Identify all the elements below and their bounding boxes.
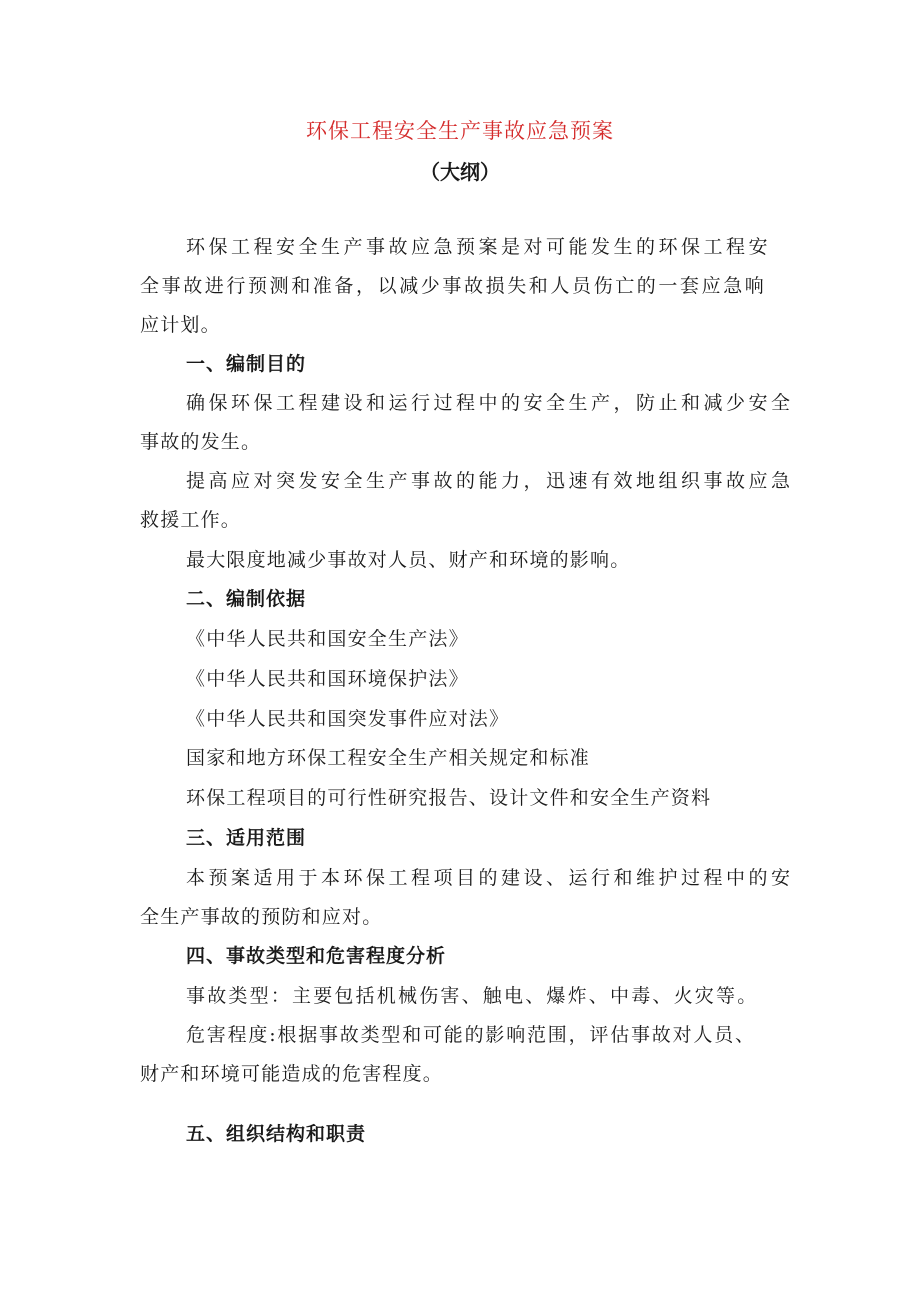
intro-line-1: 环保工程安全生产事故应急预案是对可能发生的环保工程安 (186, 236, 772, 258)
section-1-paragraph-1-line-1: 确保环保工程建设和运行过程中的安全生产，防止和减少安全 (186, 392, 794, 414)
basis-item: 《中华人民共和国环境保护法》 (186, 668, 469, 690)
section-4-severity-line-2: 财产和环境可能造成的危害程度。 (140, 1063, 444, 1085)
basis-item: 《中华人民共和国安全生产法》 (186, 628, 469, 650)
section-heading-2: 二、编制依据 (186, 588, 307, 610)
section-heading-1: 一、编制目的 (186, 353, 307, 375)
section-3-paragraph-line-2: 全生产事故的预防和应对。 (140, 906, 383, 928)
section-1-paragraph-2-line-2: 救援工作。 (140, 509, 242, 531)
section-heading-5: 五、组织结构和职责 (186, 1123, 367, 1145)
basis-item: 环保工程项目的可行性研究报告、设计文件和安全生产资料 (186, 787, 712, 809)
document-title: 环保工程安全生产事故应急预案 (306, 119, 614, 143)
intro-line-3: 应计划。 (140, 314, 221, 336)
document-subtitle: （大纲） (420, 160, 500, 184)
basis-item: 国家和地方环保工程安全生产相关规定和标准 (186, 747, 591, 769)
intro-line-2: 全事故进行预测和准备，以减少事故损失和人员伤亡的一套应急响 (140, 275, 767, 297)
section-heading-4: 四、事故类型和危害程度分析 (186, 945, 447, 967)
section-1-paragraph-2-line-1: 提高应对突发安全生产事故的能力，迅速有效地组织事故应急 (186, 470, 794, 492)
section-4-severity-line-1: 危害程度:根据事故类型和可能的影响范围，评估事故对人员、 (186, 1024, 756, 1046)
section-3-paragraph-line-1: 本预案适用于本环保工程项目的建设、运行和维护过程中的安 (186, 867, 794, 889)
section-1-paragraph-1-line-2: 事故的发生。 (140, 431, 262, 453)
section-1-paragraph-3: 最大限度地减少事故对人员、财产和环境的影响。 (186, 549, 631, 571)
section-heading-3: 三、适用范围 (186, 827, 307, 849)
basis-item: 《中华人民共和国突发事件应对法》 (186, 708, 510, 730)
section-4-accident-types: 事故类型：主要包括机械伤害、触电、爆炸、中毒、火灾等。 (186, 985, 759, 1007)
